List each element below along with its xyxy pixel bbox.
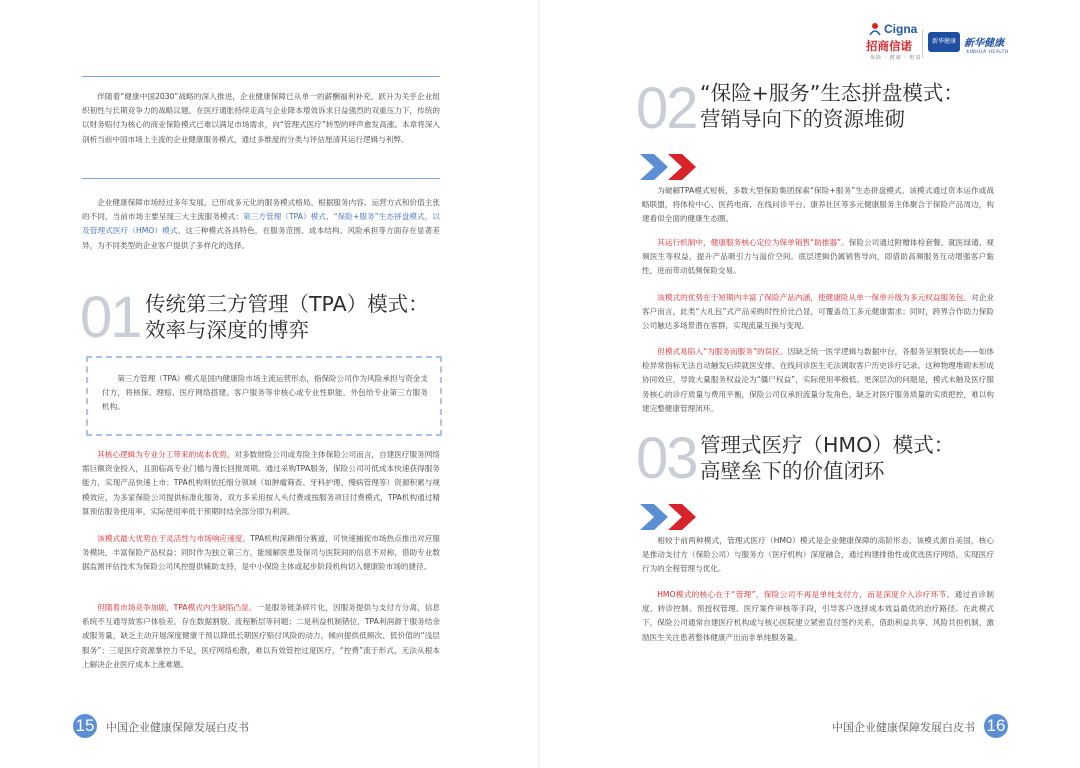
middle-rule — [82, 178, 440, 179]
section-02-paragraph-1: 为破解TPA模式短板，多数大型保险集团探索“保险+服务”生态拼盘模式。该模式通过资本运作或战略联盟，将体检中心、医药电商、在线问诊平台、康养社区等多元健康服务主体聚合于保险产品周边，构建看似全面的健康生态圈。 — [642, 186, 994, 224]
zhaoshang-xinnuo-name: 招商信诺 — [866, 39, 912, 53]
overview-text-b: 。这三种模式各具特色，在服务范围、成本结构、风险承担等方面存在显著差异，为不同类型的企业客户提供了多样化的选择。 — [82, 226, 440, 250]
tpa-p1-lead: 其核心逻辑为专业分工带来的成本优势。 — [97, 450, 235, 459]
section-02-paragraph-4 — [642, 345, 994, 416]
cigna-tree-icon — [868, 22, 882, 36]
page-number-right: 16 — [984, 714, 1008, 738]
section-02-paragraph-3 — [642, 291, 994, 334]
tpa-paragraph-3 — [82, 601, 440, 672]
double-chevron-icon-02 — [640, 152, 698, 182]
section-03-title-line2: 高壁垒下的价值闭环 — [700, 459, 885, 483]
overview-text-a: 企业健康保障市场经过多年发展，已形成多元化的服务模式格局。根据服务内容、运营方式和价值主张的不同，当前市场主要呈现三大主流服务模式： — [82, 198, 440, 222]
top-rule — [82, 76, 440, 77]
xinhua-badge: 新华健康 — [928, 32, 960, 52]
footer-title-left: 中国企业健康保障发展白皮书 — [106, 721, 249, 734]
section-02-paragraph-2 — [642, 236, 994, 279]
intro-paragraph: 伴随着“健康中国2030”战略的深入推进，企业健康保障已从单一的薪酬福利补充，跃升为关乎企业组织韧性与长期竞争力的战略议题。在医疗通胀持续走高与企业降本增效诉求日益强烈的双重压力下，传统的以财务赔付为核心的商业保险模式已难以满足市场需求，向“管理式医疗”转型的呼声愈发高涨。本章将深入剖析当前中国市场上主流的企业健康服务模式，通过多维度的分类与评估厘清其运行逻辑与利弊。 — [82, 92, 440, 144]
s2-p4-lead: 但模式易陷入“为服务而服务”的误区。 — [657, 347, 788, 356]
section-02-title-line2: 营销导向下的资源堆砌 — [700, 107, 905, 131]
tpa-p2-body: TPA机构深耕细分赛道，可快速捕捉市场热点推出对应服务模块，丰富保险产品权益；同时作为独立第三方，能缓解医患及保司与医院间的信息不对称，借助专业数据监测评估技术为保险公司风控提供辅助支持，是中小保险主体或起步阶段机构切入健康险市场的捷径。 — [82, 534, 440, 572]
zhaoshang-xinnuo-tagline: 保险 · 健康 · 财富 — [870, 55, 922, 61]
tpa-definition-text: 第三方管理（TPA）模式是国内健康险市场主流运营形态，指保险公司作为风险承担与资金支付方，将核保、理赔、医疗网络搭建、客户服务等非核心或专业性职能，外包给专业第三方服务机构。 — [102, 374, 428, 412]
tpa-p2-lead: 该模式最大优势在于灵活性与市场响应速度。 — [97, 534, 251, 543]
section-01-title-line1: 传统第三方管理（TPA）模式： — [145, 292, 429, 316]
s3-p2-lead: HMO模式的核心在于“管理”，保险公司不再是单纯支付方，而是深度介入诊疗环节。 — [657, 590, 955, 599]
xinhua-health-english: XINHUA HEALTH — [966, 50, 1009, 55]
section-02-title-line1: “保险+服务”生态拼盘模式： — [700, 81, 964, 105]
tpa-paragraph-2 — [82, 532, 440, 575]
section-03-title-line1: 管理式医疗（HMO）模式： — [700, 433, 955, 457]
cigna-brand: Cigna — [884, 22, 918, 36]
section-03-number: 03 — [636, 426, 697, 491]
section-01-number: 01 — [80, 285, 141, 350]
s2-p3-body: 对企业客户而言，此类“大礼包”式产品采购时性价比凸显，可覆盖员工多元健康需求；同时，跨界合作助力保险公司触达多场景潜在客群，实现流量互换与变现。 — [642, 293, 994, 331]
section-03-paragraph-2 — [642, 588, 994, 645]
s2-p2-body: 保险公司通过附赠体检套餐、就医绿通、视频医生等权益，提升产品吸引力与溢价空间。底层逻辑仍属销售导向，即借助高频服务互动增强客户黏性，进而带动低频保险交易。 — [642, 238, 994, 276]
s2-p4-body: 因缺乏统一医学逻辑与数据中台，各服务呈割裂状态——如体检异常指标无法自动触发后续就医安排、在线问诊医生无法调取客户历史诊疗记录。这种物理堆砌未形成协同效应，导致大量服务权益沦为“僵尸权益”，实际使用率极低。更深层次的问题是，模式未触及医疗服务核心的诊疗质量与费用平衡，保险公司仅承担流量分发角色，缺乏对医疗服务质量的实质把控，难以构建完整健康管理闭环。 — [642, 347, 994, 413]
footer-title-right: 中国企业健康保障发展白皮书 — [832, 721, 975, 734]
tpa-p3-body: 一是服务链条碎片化，因服务提供与支付方分离，信息系统不互通导致客户体验差，存在数据割裂、流程断层等问题；二是利益机制错位，TPA利润源于服务结余或服务量，缺乏主动开展深度健康干预以降低长期医疗赔付风险的动力，倾向提供低频次、低价值的“浅层服务”；三是医疗资源掌控力不足，医疗网络松散，难以有效管控过度医疗，“控费”流于形式，无法从根本上解决企业医疗成本上涨难题。 — [82, 603, 440, 669]
overview-paragraph — [82, 196, 440, 253]
header-logos — [862, 20, 1012, 68]
s2-p2-lead: 其运行机制中，健康服务核心定位为保单销售“助推器”。 — [657, 238, 849, 247]
section-02-title — [700, 80, 1010, 132]
section-03-paragraph-1: 相较于前两种模式，管理式医疗（HMO）模式是企业健康保障的高阶形态。该模式源自美国，核心是推动支付方（保险公司）与服务方（医疗机构）深度融合，通过构建排他性或优选医疗网络，实现医疗行为的全程管理与优化。 — [642, 536, 994, 574]
page-number-left: 15 — [73, 714, 97, 738]
double-chevron-icon-03 — [640, 502, 698, 532]
s2-p3-lead: 该模式的优势在于短期内丰富了保险产品内涵，使健康险从单一保单升级为多元权益服务包。 — [657, 293, 972, 302]
section-02-number: 02 — [636, 76, 697, 141]
logo-divider — [922, 30, 923, 58]
tpa-paragraph-1 — [82, 448, 440, 519]
overview-highlight: 第三方管理（TPA）模式、“保险+服务”生态拼盘模式，以及管理式医疗（HMO）模式 — [82, 212, 441, 236]
section-03-title — [700, 432, 1010, 484]
tpa-p3-lead: 但随着市场竞争加剧，TPA模式内生缺陷凸显。 — [97, 603, 257, 612]
section-01-title-line2: 效率与深度的博弈 — [145, 318, 309, 342]
section-01-title — [145, 291, 455, 343]
s3-p2-body: 通过首诊制度、转诊控制、预授权管理、医疗案件审核等手段，引导客户选择成本效益最优的治疗路径。在此模式下，保险公司通常自建医疗机构或与核心医院建立紧密直付签约关系，借助利益共享、风险共担机制，激励医生关注患者整体健康产出而非单纯服务量。 — [642, 590, 994, 642]
xinhua-health-name: 新华健康 — [964, 38, 1004, 49]
tpa-p1-body: 对多数财险公司或寿险主体保险公司而言，自建医疗服务网络需巨额资金投入，且面临高专业门槛与漫长回报周期。通过采购TPA服务，保险公司可低成本快速获得服务能力，实现产品快速上市；TPA机构则依托细分领域（如肿瘤筛查、牙科护理、慢病管理等）资源积累与规模效应，为多家保险公司提供标准化服务。双方多采用按人头付费或按服务项目付费模式，TPA机构通过精算预估服务使用率，实际使用率低于预期时结余部分即为利润。 — [82, 450, 441, 516]
